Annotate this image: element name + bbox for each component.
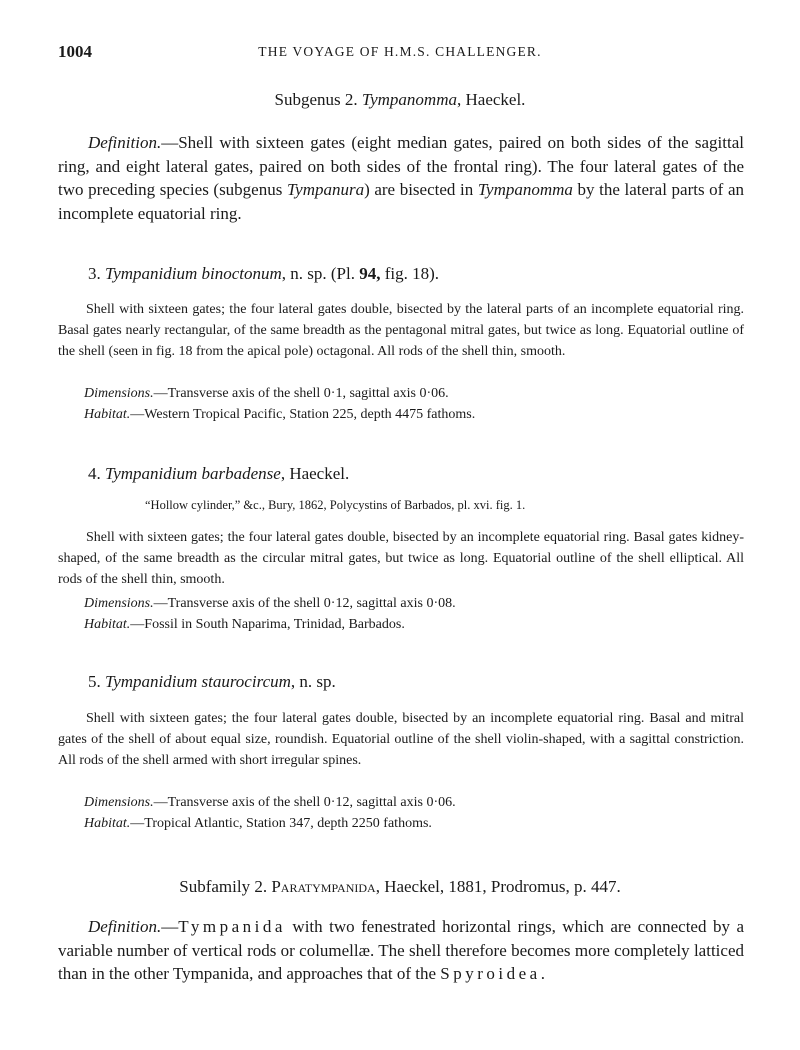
species-heading-5 [88,672,336,692]
subgenus-heading [0,90,800,110]
species-name: Tympanidium barbadense [105,464,281,483]
definition-text: ) are bisected in [364,180,478,199]
subfamily-name: Paratympanida [271,877,376,896]
dimensions-text: —Transverse axis of the shell 0·12, sagittal axis 0·06. [153,795,456,810]
running-title: THE VOYAGE OF H.M.S. CHALLENGER. [258,44,542,59]
definition-spaced-term: Tympanida [178,917,286,936]
habitat-label: Habitat. [84,407,131,422]
subfamily-citation: , Haeckel, 1881, Prodromus, p. 447. [375,877,621,896]
dimensions-label: Dimensions. [84,795,154,810]
definition-text: by the lateral parts of an incomplete equatorial ring. [58,180,744,223]
subfamily-heading [0,877,800,897]
species-heading-3 [88,264,439,284]
species-habitat-4 [84,614,405,635]
definition-italic-term: Tympanura [286,180,365,199]
species-description-3: Shell with sixteen gates; the four lateral gates double, bisected by the lateral parts of an incomplete equatorial ring. Basal gates nearly rectangular, of the same breadth as the pentagonal mitral gates, but twice as long. Equatorial outline of the shell (seen in fig. 18 from the apical pole) octagonal. All rods of the shell thin, smooth. [58,302,744,359]
habitat-text: —Fossil in South Naparima, Trinidad, Barbados. [130,617,405,632]
species-habitat-5 [84,813,432,834]
species-dimensions-4 [84,593,456,614]
subgenus-author: , Haeckel. [457,90,526,109]
definition-text: with two fenestrated horizontal rings, which are connected by a variable number of vertical rods or columellæ. The shell therefore becomes more completely latticed than in the other Tympanida, and approaches that of the [58,917,744,983]
definition-text: . [540,964,545,983]
definition-spaced-term: Spyroidea [440,964,541,983]
species-habitat-3 [84,404,475,425]
subfamily-prefix: Subfamily 2. [179,877,268,896]
definition-label: Definition. [88,917,162,936]
definition-label: Definition. [88,133,162,152]
species-dimensions-3 [84,383,449,404]
habitat-label: Habitat. [84,816,131,831]
dimensions-label: Dimensions. [84,386,154,401]
species-heading-4 [88,464,349,484]
species-author: , Haeckel. [280,464,350,483]
species-author: , n. sp. (Pl. [281,264,360,283]
subgenus-prefix: Subgenus 2. [274,90,358,109]
habitat-text: —Tropical Atlantic, Station 347, depth 2250 fathoms. [130,816,432,831]
definition-dash: — [161,917,179,936]
habitat-label: Habitat. [84,617,131,632]
page-header [58,42,742,66]
dimensions-label: Dimensions. [84,596,154,611]
species-dimensions-5 [84,792,456,813]
species-number: 5. [88,672,101,691]
species-description-5: Shell with sixteen gates; the four lateral gates double, bisected by an incomplete equatorial ring. Basal and mitral gates of the shell of about equal size, roundish. Equatorial outline of the shell violin-shaped, with a sagittal constriction. All rods of the shell armed with short irregular spines. [58,711,744,768]
dimensions-text: —Transverse axis of the shell 0·12, sagittal axis 0·08. [153,596,456,611]
habitat-text: —Western Tropical Pacific, Station 225, depth 4475 fathoms. [130,407,476,422]
dimensions-text: —Transverse axis of the shell 0·1, sagittal axis 0·06. [153,386,449,401]
plate-number: 94, [359,264,381,283]
species-name: Tympanidium binoctonum [105,264,282,283]
subfamily-definition [58,915,744,986]
species-description-4: Shell with sixteen gates; the four lateral gates double, bisected by an incomplete equatorial ring. Basal gates kidney-shaped, of the same breadth as the circular mitral gates, but twice as long. Equatorial outline of the shell elliptical. All rods of the shell thin, smooth. [58,530,744,587]
species-reference-4: “Hollow cylinder,” &c., Bury, 1862, Polycystins of Barbados, pl. xvi. fig. 1. [145,498,526,512]
species-number: 4. [88,464,101,483]
species-name: Tympanidium staurocircum [105,672,291,691]
subgenus-definition [58,131,744,225]
definition-italic-term: Tympanomma [477,180,573,199]
definition-text: —Shell with sixteen gates (eight median gates, paired on both sides of the sagittal ring, and eight lateral gates, paired on both sides of the frontal ring). The four lateral gates of the two preceding species (subgenus [58,133,744,199]
figure-ref: fig. 18). [380,264,440,283]
subgenus-name: Tympanomma [361,90,457,109]
species-author: , n. sp. [290,672,336,691]
species-number: 3. [88,264,101,283]
page-number: 1004 [58,42,92,61]
